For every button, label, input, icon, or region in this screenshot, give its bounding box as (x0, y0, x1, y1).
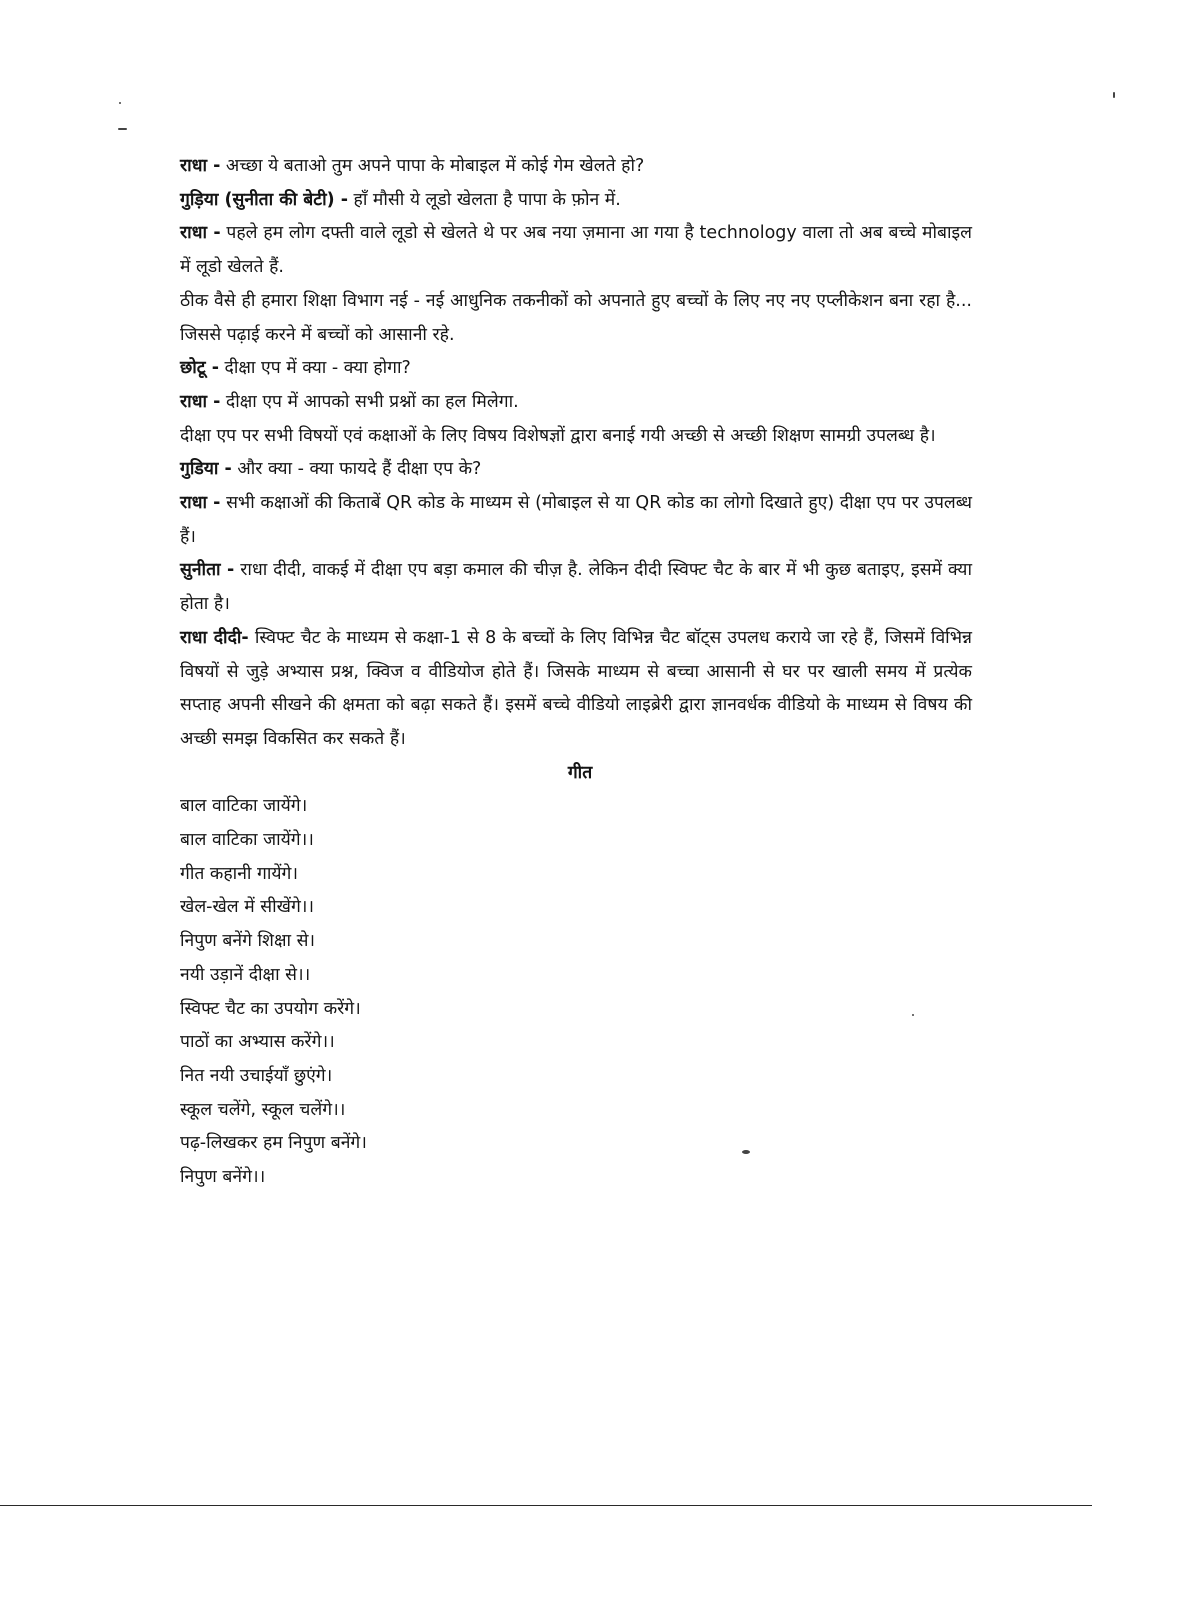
scan-speck (118, 128, 127, 130)
song-line: नित नयी उचाईयाँ छुएंगे। (180, 1065, 333, 1086)
speaker-label: गुड़िया (सुनीता की बेटी) - (180, 189, 348, 210)
song-line: बाल वाटिका जायेंगे। (180, 796, 308, 817)
dialogue-line (180, 554, 972, 621)
dialogue-line (180, 184, 972, 218)
song-line: निपुण बनेंगे शिक्षा से। (180, 931, 316, 952)
song-line: पाठों का अभ्यास करेंगे।। (180, 1032, 335, 1053)
speaker-label: राधा - (180, 156, 221, 176)
dialogue-line (180, 622, 972, 757)
speaker-label: छोटू - (180, 358, 219, 379)
dialogue-text: दीक्षा एप पर सभी विषयों एवं कक्षाओं के लिए विषय विशेषज्ञों द्वारा बनाई गयी अच्छी से अच्छी शिक्षण सामग्री उपलब्ध है। (180, 425, 936, 446)
song-line: खेल-खेल में सीखेंगे।। (180, 897, 315, 918)
speaker-label: राधा - (180, 493, 221, 514)
dialogue-text: और क्या - क्या फायदे हैं दीक्षा एप के? (231, 459, 482, 480)
dialogue-text: दीक्षा एप में क्या - क्या होगा? (218, 358, 411, 379)
dialogue-text: ठीक वैसे ही हमारा शिक्षा विभाग नई - नई आधुनिक तकनीकों को अपनाते हुए बच्चों के लिए नए नए एप्लीकेशन बना रहा है... जिससे पढ़ाई करने में बच्चों को आसानी रहे. (180, 290, 972, 345)
dialogue-line (180, 420, 972, 454)
scan-speck (1113, 92, 1115, 98)
dialogue-text: अच्छा ये बताओ तुम अपने पापा के मोबाइल में कोई गेम खेलते हो? (220, 156, 645, 176)
dialogue-line (180, 352, 972, 386)
song-title: गीत (567, 762, 593, 783)
speaker-label: राधा - (180, 391, 221, 412)
song-line: पढ़-लिखकर हम निपुण बनेंगे। (180, 1133, 367, 1154)
song-verses (180, 790, 972, 1194)
scan-speck (119, 102, 121, 104)
dialogue-text: दीक्षा एप में आपको सभी प्रश्नों का हल मिलेगा. (220, 391, 519, 412)
dialogue-line (180, 453, 972, 487)
speaker-label: राधा - (180, 223, 221, 244)
dialogue-line (180, 285, 972, 352)
song-line: बाल वाटिका जायेंगे।। (180, 830, 314, 851)
dialogue-line (180, 386, 972, 420)
dialogue-section (180, 150, 972, 1195)
speaker-label: गुडिया - (180, 459, 232, 480)
song-line: स्विफ्ट चैट का उपयोग करेंगे। (180, 998, 361, 1019)
song-line: गीत कहानी गायेंगे। (180, 863, 299, 884)
speaker-label: सुनीता - (180, 560, 235, 581)
dialogue-text: पहले हम लोग दफ्ती वाले लूडो से खेलते थे पर अब नया ज़माना आ गया है technology वाला तो अब बच्चे मोबाइल में लूडो खेलते हैं. (180, 223, 972, 278)
dialogue-line (180, 150, 972, 184)
dialogue-text: सभी कक्षाओं की किताबें QR कोड के माध्यम से (मोबाइल से या QR कोड का लोगो दिखाते हुए) दीक्षा एप पर उपलब्ध हैं। (180, 493, 973, 547)
song-line: नयी उड़ानें दीक्षा से।। (180, 964, 311, 985)
speaker-label: राधा दीदी- (180, 627, 249, 648)
dialogue-line (180, 487, 972, 554)
dialogue-text: राधा दीदी, वाकई में दीक्षा एप बड़ा कमाल की चीज़ है. लेकिन दीदी स्विफ्ट चैट के बार में भी कुछ बताइए, इसमें क्या होता है। (180, 560, 972, 615)
dialogue-line (180, 217, 972, 284)
footer-rule (0, 1505, 1092, 1506)
dialogue-text: स्विफ्ट चैट के माध्यम से कक्षा-1 से 8 के बच्चों के लिए विभिन्न चैट बॉट्स उपलध कराये जा रहे हैं, जिसमें विभिन्न विषयों से जुड़े अभ्यास प्रश्न, क्विज व वीडियोज होते हैं। जिसके माध्यम से बच्चा आसानी से घर पर खाली समय में प्रत्येक सप्ताह अपनी सीखने की क्षमता को बढ़ा सकते हैं। इसमें बच्चे वीडियो लाइब्रेरी द्वारा ज्ञानवर्धक वीडियो के माध्यम से विषय की अच्छी समझ विकसित कर सकते हैं। (180, 627, 972, 749)
dialogue-text: हाँ मौसी ये लूडो खेलता है पापा के फ़ोन में. (347, 189, 621, 210)
song-line: स्कूल चलेंगे, स्कूल चलेंगे।। (180, 1099, 346, 1120)
song-line: निपुण बनेंगे।। (180, 1167, 266, 1188)
